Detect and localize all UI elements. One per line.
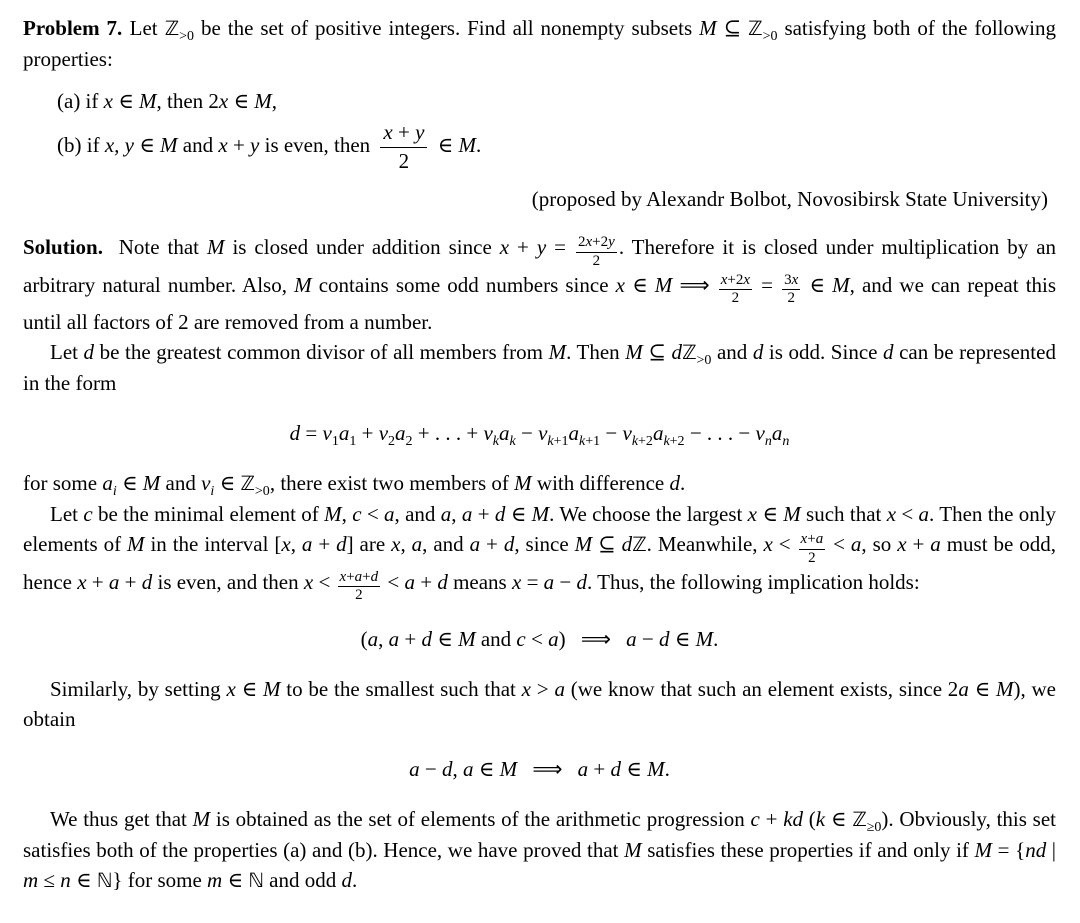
solution-paragraph-5: Similarly, by setting x ∈ M to be the smallest such that x > a (we know that such an element exists, since 2a ∈ M), we obtain [23, 677, 1056, 732]
display-implication-2: a − d, a ∈ M ⟹ a + d ∈ M. [409, 757, 670, 782]
solution-paragraph-2: Let d be the greatest common divisor of all members from M. Then M ⊆ dℤ$_{>0}$ and d is odd. Since d can be represented in the form [23, 340, 1056, 396]
problem-label: Problem 7. [23, 16, 123, 40]
solution-paragraph-4: Let c be the minimal element of M, c < a, and a, a + d ∈ M. We choose the largest x ∈ M such that x < a. Then the only elements of M in the interval [x, a + d] are x, a, and a + d, since M ⊆ dℤ. Meanwhile, x < $\frac{x+a}{2}$ < a, so x + a must be odd, hence x + a + d is even, and then x < $\frac{x+a+d}{2}$ < a + d means x = a − d. Thus, the following implication holds: [23, 502, 1057, 604]
problem-statement-paragraph [23, 13, 1056, 74]
property-b: (b) if x, y ∈ M and x + y is even, then $\frac{x + y}{2}$ ∈ M. [57, 120, 482, 173]
solution-paragraph-3: for some $a_i$ ∈ M and $v_i$ ∈ ℤ$_{>0}$, there exist two members of M with difference d. [23, 471, 686, 500]
solution-paragraph-6: We thus get that M is obtained as the set of elements of the arithmetic progression c + kd (k ∈ ℤ$_{\ge 0}$). Obviously, this set satisfies both of the properties (a) and (b). Hence, we have proved that M satisfies these properties if and only if M = {nd | m ≤ n ∈ ℕ} for some m ∈ ℕ and odd d. [23, 807, 1057, 893]
solution-paragraph-1-text: Note that M is closed under addition since x + y = $\frac{2x+2y}{2}$ . Therefore it is closed under multiplication by an arbitrary natural number. Also, M contains some odd numbers since x ∈ M ⟹ $\frac{x+2x}{2}$ = $\frac{3x}{2}$ ∈ M, and we can repeat this until all factors of 2 are removed from a number. [23, 234, 1057, 335]
property-a: (a) if x ∈ M, then 2x ∈ M, [57, 89, 278, 113]
solution-label: Solution. [23, 235, 103, 260]
display-implication-1: (a, a + d ∈ M and c < a) ⟹ a − d ∈ M. [360, 627, 719, 652]
display-equation-d: $d = v_1a_1 + v_2a_2$ + . . . + $v_ka_k - v_{k+1}a_{k+1} - v_{k+2}a_{k+2}$ − . . . − $v_na_n$ [289, 421, 790, 450]
problem-statement-text: Let ℤ$_{>0}$ be the set of positive integers. Find all nonempty subsets M ⊆ ℤ$_{>0}$ satisfying both of the following properties: [23, 16, 1057, 71]
property-list [57, 86, 1056, 173]
attribution-line: (proposed by Alexandr Bolbot, Novosibirsk State University) [531, 187, 1048, 212]
solution-paragraph-1 [23, 232, 1056, 337]
